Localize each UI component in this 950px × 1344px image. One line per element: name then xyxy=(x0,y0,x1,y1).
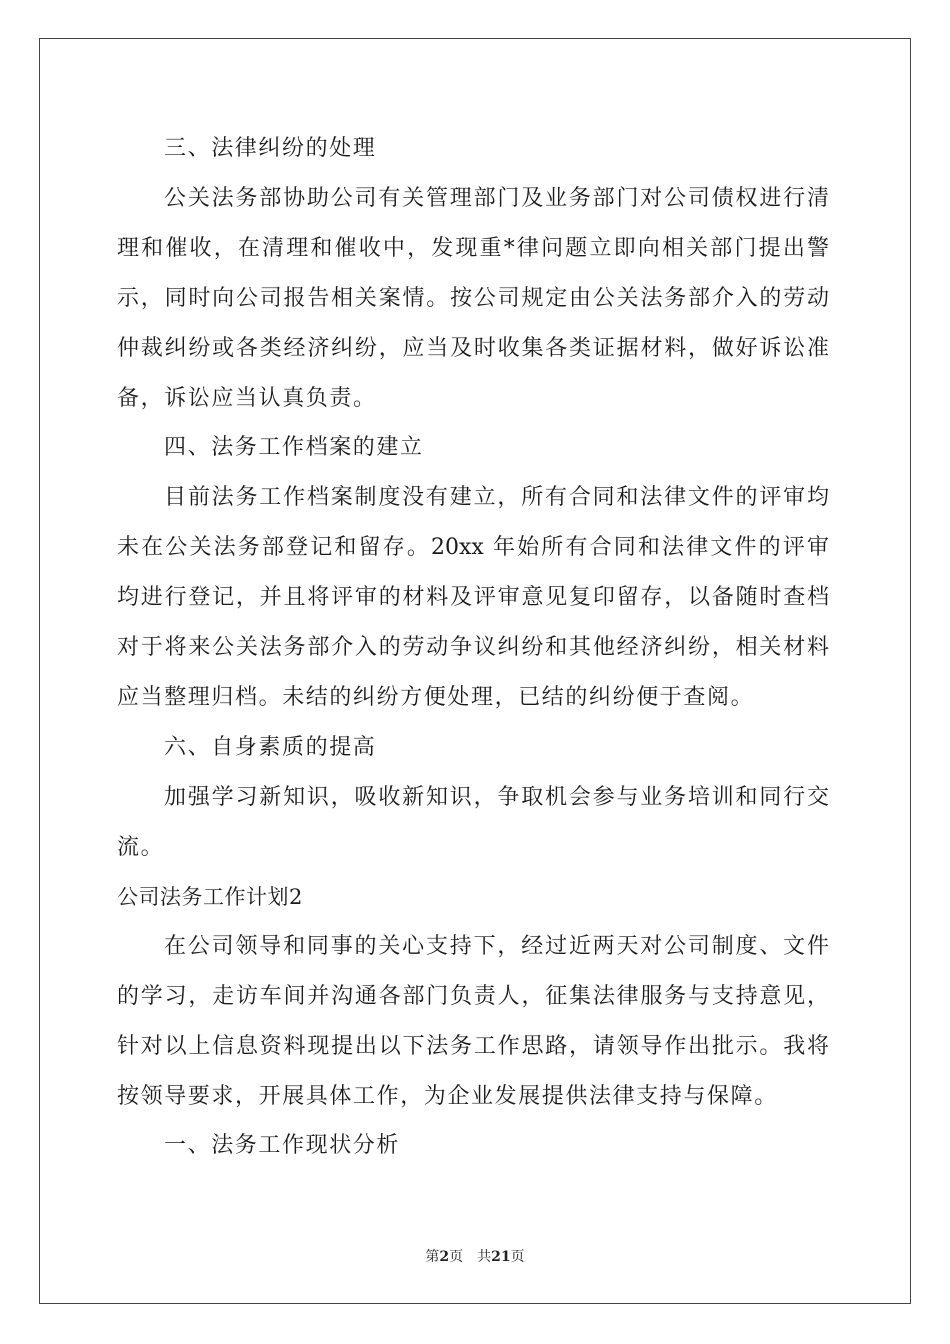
section-heading-4: 四、法务工作档案的建立 xyxy=(164,435,424,460)
paragraph-line: 均进行登记，并且将评审的材料及评审意见复印留存，以备随时查档 xyxy=(117,585,829,610)
document-subtitle: 公司法务工作计划2 xyxy=(117,885,303,909)
section-heading-3: 三、法律纠纷的处理 xyxy=(164,136,377,161)
paragraph-line: 的学习，走访车间并沟通各部门负责人，征集法律服务与支持意见， xyxy=(117,984,829,1009)
paragraph-line: 对于将来公关法务部介入的劳动争议纠纷和其他经济纠纷，相关材料 xyxy=(117,635,829,660)
paragraph-line: 加强学习新知识，吸收新知识，争取机会参与业务培训和同行交 xyxy=(164,785,829,810)
page-footer xyxy=(0,1246,950,1266)
paragraph-line: 流。 xyxy=(117,835,165,860)
footer-page-suffix: 页 xyxy=(510,1249,525,1265)
paragraph-line: 公关法务部协助公司有关管理部门及业务部门对公司债权进行清 xyxy=(164,186,829,211)
paragraph-line: 针对以上信息资料现提出以下法务工作思路，请领导作出批示。我将 xyxy=(117,1034,829,1059)
paragraph-line: 示，同时向公司报告相关案情。按公司规定由公关法务部介入的劳动 xyxy=(117,286,829,311)
section-heading-1: 一、法务工作现状分析 xyxy=(164,1133,401,1158)
footer-page-number: 2 xyxy=(439,1249,450,1265)
paragraph-line: 仲裁纠纷或各类经济纠纷，应当及时收集各类证据材料，做好诉讼准 xyxy=(117,336,829,361)
section-heading-6: 六、自身素质的提高 xyxy=(164,735,377,760)
paragraph-line: 理和催收，在清理和催收中，发现重*律问题立即向相关部门提出警 xyxy=(117,236,829,261)
paragraph-line: 未在公关法务部登记和留存。20xx 年始所有合同和法律文件的评审 xyxy=(117,535,829,560)
paragraph-line: 备，诉讼应当认真负责。 xyxy=(117,386,377,411)
paragraph-line: 目前法务工作档案制度没有建立，所有合同和法律文件的评审均 xyxy=(164,485,829,510)
paragraph-line: 在公司领导和同事的关心支持下，经过近两天对公司制度、文件 xyxy=(164,934,829,959)
paragraph-line: 按领导要求，开展具体工作，为企业发展提供法律支持与保障。 xyxy=(117,1084,778,1109)
paragraph-line: 应当整理归档。未结的纠纷方便处理，已结的纠纷便于查阅。 xyxy=(117,685,755,710)
footer-page-prefix: 第 xyxy=(425,1249,440,1265)
footer-total-pages: 21 xyxy=(491,1249,511,1265)
page-border xyxy=(39,38,911,1304)
footer-page-mid: 页 共 xyxy=(449,1249,492,1265)
